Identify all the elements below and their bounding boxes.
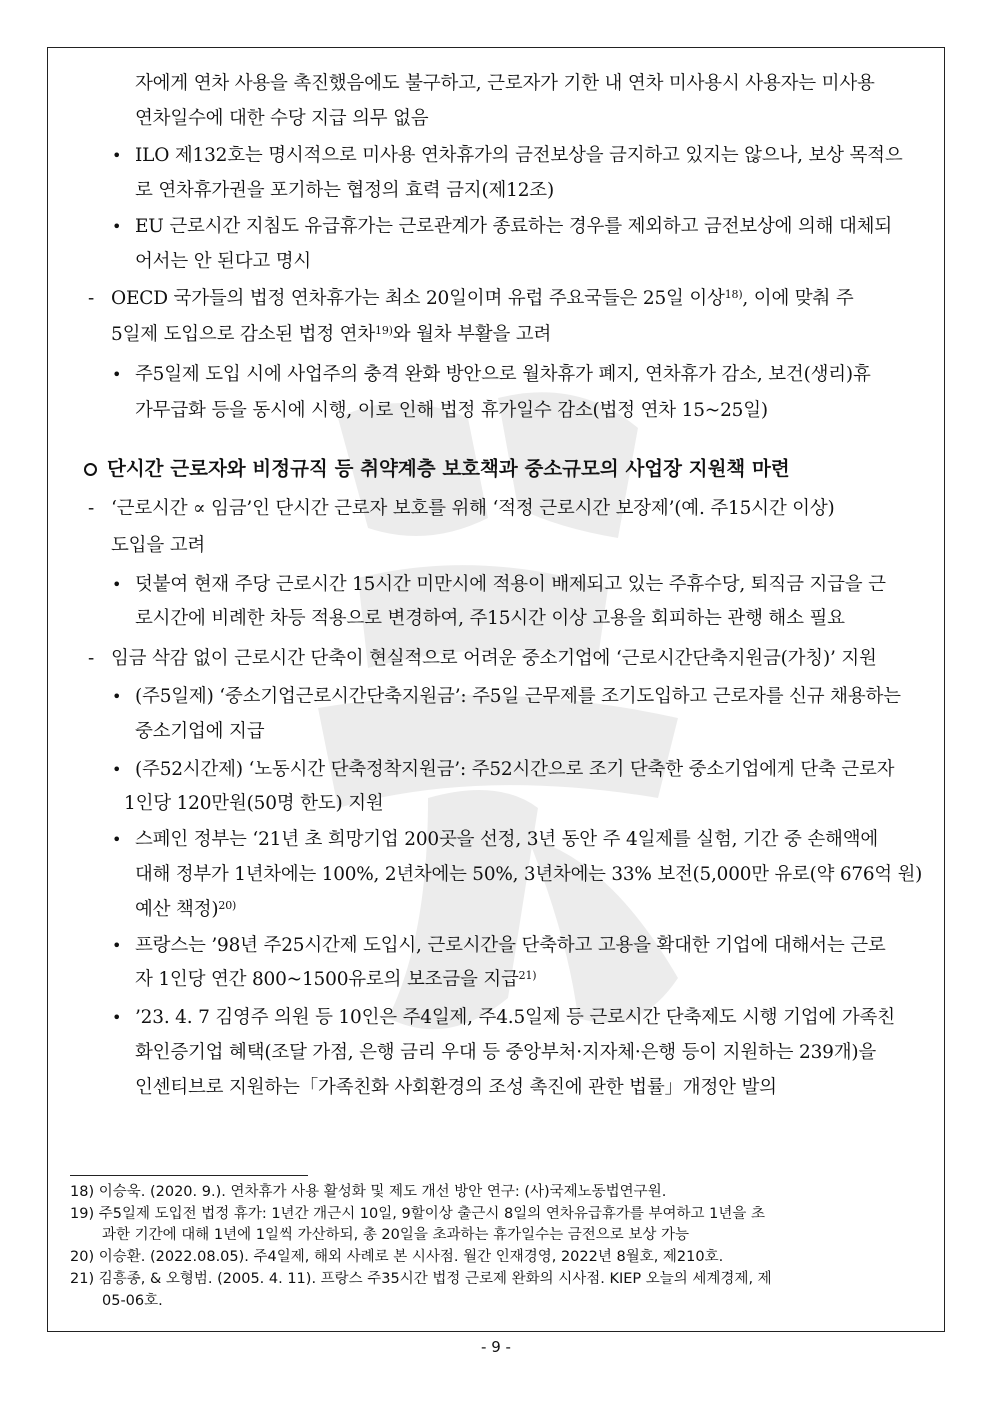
text-line: ’23. 4. 7 김영주 의원 등 10인은 주4일제, 주4.5일제 등 근로시간 단축제도 시행 기업에 가족친 xyxy=(135,1007,895,1028)
text-line: 5일제 도입으로 감소된 법정 연차$^{19)}$와 월차 부활을 고려 xyxy=(111,324,552,345)
text-line: 가무급화 등을 동시에 시행, 이로 인해 법정 휴가일수 감소(법정 연차 15~25일) xyxy=(135,400,768,421)
footnote: 05-06호. xyxy=(102,1293,163,1309)
page-number: - 9 - xyxy=(481,1338,511,1356)
text-line: 자 1인당 연간 800~1500유로의 보조금을 지급$^{21)}$ xyxy=(135,969,537,990)
text-line: 임금 삭감 없이 근로시간 단축이 현실적으로 어려운 중소기업에 ‘근로시간단축지원금(가칭)’ 지원 xyxy=(111,648,877,669)
text-line: ‘근로시간 ∝ 임금’인 단시간 근로자 보호를 위해 ‘적정 근로시간 보장제’(예. 주15시간 이상) xyxy=(111,498,835,519)
bullet-icon: • xyxy=(112,936,122,955)
text-line: 로 연차휴가권을 포기하는 협정의 효력 금지(제12조) xyxy=(135,180,555,201)
text-line: ILO 제132호는 명시적으로 미사용 연차휴가의 금전보상을 금지하고 있지는 않으나, 보상 목적으 xyxy=(135,145,903,166)
footnote: 18) 이승욱. (2020. 9.). 연차휴가 사용 활성화 및 제도 개선 방안 연구: (사)국제노동법연구원. xyxy=(70,1184,667,1200)
text-line: 연차일수에 대한 수당 지급 의무 없음 xyxy=(135,108,429,129)
text-line: 스페인 정부는 ‘21년 초 희망기업 200곳을 선정, 3년 동안 주 4일제를 실험, 기간 중 손해액에 xyxy=(135,829,879,850)
text-line: 덧붙여 현재 주당 근로시간 15시간 미만시에 적용이 배제되고 있는 주휴수당, 퇴직금 지급을 근 xyxy=(135,574,886,595)
text-line: (주52시간제) ‘노동시간 단축정착지원금’: 주52시간으로 조기 단축한 중소기업에게 단축 근로자 xyxy=(135,759,895,780)
dash-marker: - xyxy=(88,648,95,669)
text-line: 화인증기업 혜택(조달 가점, 은행 금리 우대 등 중앙부처·지자체·은행 등이 지원하는 239개)을 xyxy=(135,1042,877,1063)
footnote: 21) 김흥종, & 오형범. (2005. 4. 11). 프랑스 주35시간 법정 근로제 완화의 시사점. KIEP 오늘의 세계경제, 제 xyxy=(70,1271,772,1287)
text-line: 로시간에 비례한 차등 적용으로 변경하여, 주15시간 이상 고용을 회피하는 관행 해소 필요 xyxy=(135,608,845,629)
footnote-ref: 20) xyxy=(218,899,237,912)
bullet-icon: • xyxy=(112,217,122,236)
text-line: 1인당 120만원(50명 한도) 지원 xyxy=(124,793,384,814)
bullet-icon: • xyxy=(112,687,122,706)
dash-marker: - xyxy=(88,498,95,519)
bullet-icon: • xyxy=(112,146,122,165)
text-line: 프랑스는 ’98년 주25시간제 도입시, 근로시간을 단축하고 고용을 확대한 기업에 대해서는 근로 xyxy=(135,935,886,956)
bullet-icon: • xyxy=(112,575,122,594)
text-line: OECD 국가들의 법정 연차휴가는 최소 20일이며 유럽 주요국들은 25일 이상$^{18)}$, 이에 맞춰 주 xyxy=(111,288,854,309)
text-line: 도입을 고려 xyxy=(111,535,206,556)
footnote: 19) 주5일제 도입전 법정 휴가: 1년간 개근시 10일, 9할이상 출근시 8일의 연차유급휴가를 부여하고 1년을 초 xyxy=(70,1206,765,1222)
bullet-icon: • xyxy=(112,760,122,779)
text-line: EU 근로시간 지침도 유급휴가는 근로관계가 종료하는 경우를 제외하고 금전보상에 의해 대체되 xyxy=(135,216,893,237)
footnote-ref: 18) xyxy=(724,288,743,301)
section-heading: 단시간 근로자와 비정규직 등 취약계층 보호책과 중소규모의 사업장 지원책 마련 xyxy=(107,457,790,480)
text-line: 자에게 연차 사용을 촉진했음에도 불구하고, 근로자가 기한 내 연차 미사용시 사용자는 미사용 xyxy=(135,73,875,94)
dash-marker: - xyxy=(88,288,95,309)
circle-bullet-icon xyxy=(84,463,97,476)
text-line: 중소기업에 지급 xyxy=(135,721,265,742)
text-line: 인센티브로 지원하는「가족친화 사회환경의 조성 촉진에 관한 법률」개정안 발의 xyxy=(135,1077,777,1098)
footnote-separator xyxy=(70,1175,308,1176)
text-line: (주5일제) ‘중소기업근로시간단축지원금’: 주5일 근무제를 조기도입하고 근로자를 신규 채용하는 xyxy=(135,686,901,707)
footnote: 20) 이승환. (2022.08.05). 주4일제, 해외 사례로 본 시사점. 월간 인재경영, 2022년 8월호, 제210호. xyxy=(70,1249,724,1265)
text-line: 어서는 안 된다고 명시 xyxy=(135,251,312,272)
text-line: 주5일제 도입 시에 사업주의 충격 완화 방안으로 월차휴가 폐지, 연차휴가 감소, 보건(생리)휴 xyxy=(135,364,871,385)
text-line: 대해 정부가 1년차에는 100%, 2년차에는 50%, 3년차에는 33% 보전(5,000만 유로(약 676억 원) xyxy=(135,864,923,885)
footnote: 과한 기간에 대해 1년에 1일씩 가산하되, 총 20일을 초과하는 휴가일수는 금전으로 보상 가능 xyxy=(102,1227,690,1243)
footnote-ref: 21) xyxy=(518,969,537,982)
bullet-icon: • xyxy=(112,830,122,849)
bullet-icon: • xyxy=(112,365,122,384)
text-line: 예산 책정)$^{20)}$ xyxy=(135,899,237,920)
footnote-ref: 19) xyxy=(375,324,393,337)
bullet-icon: • xyxy=(112,1008,122,1027)
